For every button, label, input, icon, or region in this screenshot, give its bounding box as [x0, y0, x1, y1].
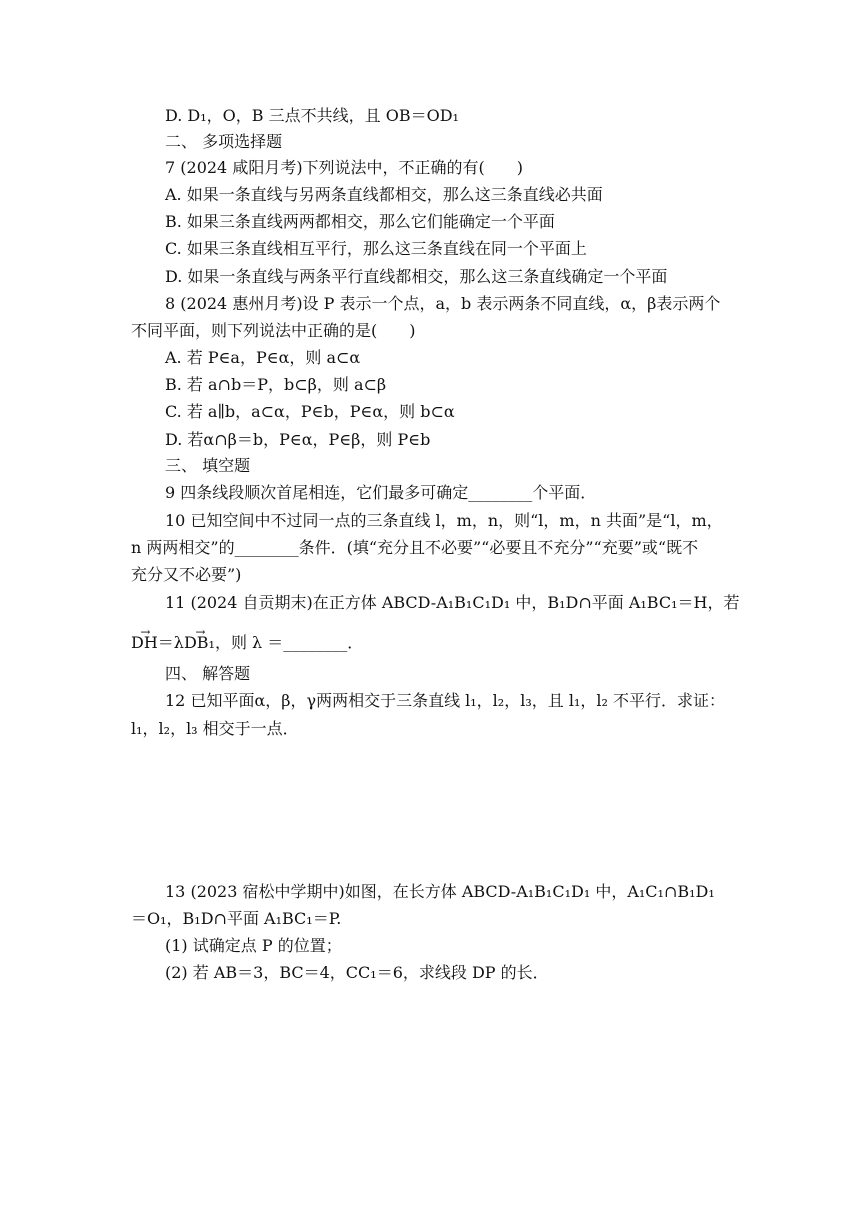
- question-11-line-1: 11 (2024 自贡期末)在正方体 ABCD-A₁B₁C₁D₁ 中，B₁D∩平面 A₁BC₁＝H，若: [165, 593, 740, 612]
- question-13-line-1: 13 (2023 宿松中学期中)如图，在长方体 ABCD-A₁B₁C₁D₁ 中，A₁C₁∩B₁D₁: [165, 882, 715, 901]
- section-heading-fill-blank: 三、 填空题: [165, 456, 251, 475]
- question-12-line-1: 12 已知平面α，β，γ两两相交于三条直线 l₁，l₂，l₃，且 l₁，l₂ 不平行．求证：: [165, 691, 725, 710]
- question-11-line-2: [131, 632, 363, 654]
- vector-dh: → DH: [131, 632, 158, 654]
- question-7-option-d: D. 如果一条直线与两条平行直线都相交，那么这三条直线确定一个平面: [165, 267, 668, 286]
- section-heading-multiple-choice: 二、 多项选择题: [165, 132, 283, 151]
- question-8-option-d: D. 若α∩β＝b，P∈α，P∈β，则 P∈b: [165, 430, 431, 449]
- question-10-line-2: n 两两相交”的________条件．(填“充分且不必要”“必要且不充分”“充要”或“既不: [131, 538, 699, 557]
- question-7-stem: 7 (2024 咸阳月考)下列说法中，不正确的有( ): [165, 158, 524, 177]
- question-7-option-c: C. 如果三条直线相互平行，那么这三条直线在同一个平面上: [165, 239, 587, 258]
- question-10-line-3: 充分又不必要”): [131, 565, 242, 584]
- question-7-option-a: A. 如果一条直线与另两条直线都相交，那么这三条直线必共面: [165, 185, 603, 204]
- question-8-option-a: A. 若 P∈a，P∈α，则 a⊂α: [165, 348, 361, 367]
- question-9: 9 四条线段顺次首尾相连，它们最多可确定________个平面．: [165, 483, 597, 502]
- question-8-option-c: C. 若 a∥b，a⊂α，P∈b，P∈α，则 b⊂α: [165, 402, 455, 421]
- question-11-blank: ，则 λ ＝________．: [214, 633, 364, 652]
- question-13-part-2: (2) 若 AB＝3，BC＝4，CC₁＝6，求线段 DP 的长．: [165, 963, 549, 982]
- option-d-prev-question: D. D₁，O，B 三点不共线，且 OB＝OD₁: [165, 106, 459, 125]
- question-10-line-1: 10 已知空间中不过同一点的三条直线 l，m，n，则“l，m，n 共面”是“l，m，: [165, 511, 723, 530]
- question-12-line-2: l₁，l₂，l₃ 相交于一点．: [131, 719, 299, 738]
- section-heading-answer: 四、 解答题: [165, 664, 251, 683]
- vector-db1: → DB₁: [184, 632, 215, 654]
- question-13-line-2: ＝O₁，B₁D∩平面 A₁BC₁＝P.: [131, 909, 342, 928]
- question-13-part-1: (1) 试确定点 P 的位置；: [165, 936, 342, 955]
- lambda-equals: ＝λ: [157, 633, 184, 652]
- question-8-stem-cont: 不同平面，则下列说法中正确的是( ): [131, 321, 416, 340]
- question-8-stem: 8 (2024 惠州月考)设 P 表示一个点，a，b 表示两条不同直线，α，β表示两个: [165, 294, 721, 313]
- question-8-option-b: B. 若 a∩b＝P，b⊂β，则 a⊂β: [165, 375, 387, 394]
- question-7-option-b: B. 如果三条直线两两都相交，那么它们能确定一个平面: [165, 212, 555, 231]
